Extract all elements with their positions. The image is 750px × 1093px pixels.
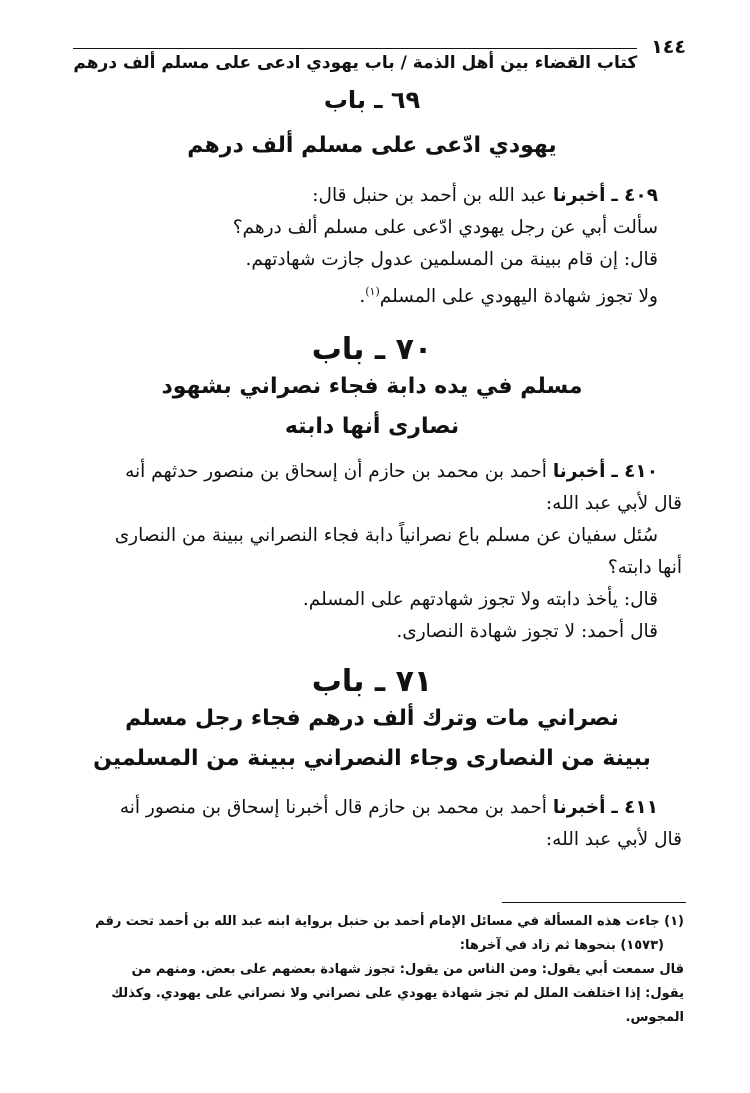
entry-number: ٤٠٩ ـ bbox=[611, 185, 658, 206]
entry-line: قال لأبي عبد الله: bbox=[545, 493, 682, 514]
footnote-line: (١٥٧٣) بنحوها ثم زاد في آخرها: bbox=[459, 938, 664, 953]
entry-line: أنها دابته؟ bbox=[607, 557, 682, 578]
chapter-number: ٧١ ـ باب bbox=[311, 664, 433, 699]
entry-line: سُئل سفيان عن مسلم باع نصرانياً دابة فجاء النصراني ببينة من النصارى bbox=[114, 525, 658, 546]
entry-text: عبد الله بن أحمد بن حنبل قال: bbox=[312, 185, 547, 206]
running-title: كتاب القضاء بين أهل الذمة / باب يهودي ادعى على مسلم ألف درهم bbox=[73, 48, 637, 73]
chapter-number: ٦٩ ـ باب bbox=[323, 86, 421, 114]
entry-line: قال أحمد: لا تجوز شهادة النصارى. bbox=[396, 621, 658, 642]
entry-line bbox=[62, 276, 682, 313]
chapter-number: ٧٠ ـ باب bbox=[311, 332, 433, 367]
chapter-title: مسلم في يده دابة فجاء نصراني بشهود bbox=[161, 374, 583, 399]
entry-411 bbox=[62, 792, 682, 856]
entry-first-line bbox=[62, 456, 682, 488]
akhbarana-label: أخبرنا bbox=[552, 461, 606, 482]
entry-text: أحمد بن محمد بن حازم أن إسحاق بن منصور حدثهم أنه bbox=[125, 461, 547, 482]
entry-first-line bbox=[62, 180, 682, 212]
entry-first-line bbox=[62, 792, 682, 824]
footnote-marker: (١) bbox=[365, 285, 380, 298]
chapter-title: نصارى أنها دابته bbox=[284, 414, 460, 439]
footnote bbox=[62, 910, 684, 1030]
footnote-line: المجوس. bbox=[625, 1010, 684, 1025]
chapter-title: يهودي ادّعى على مسلم ألف درهم bbox=[187, 133, 557, 158]
page-header bbox=[74, 34, 686, 74]
entry-line: قال: يأخذ دابته ولا تجوز شهادتهم على المسلم. bbox=[302, 589, 658, 610]
entry-line: سألت أبي عن رجل يهودي ادّعى على مسلم ألف درهم؟ bbox=[232, 217, 658, 238]
footnote-line: يقول: إذا اختلفت الملل لم تجز شهادة يهودي على نصراني ولا نصراني على يهودي. وكذلك bbox=[111, 986, 684, 1001]
footnote-rule bbox=[502, 902, 686, 903]
entry-line: قال لأبي عبد الله: bbox=[545, 829, 682, 850]
akhbarana-label: أخبرنا bbox=[552, 185, 606, 206]
entry-text: . bbox=[359, 286, 366, 308]
chapter-71-heading bbox=[62, 664, 682, 779]
footnote-line: (١) جاءت هذه المسألة في مسائل الإمام أحمد بن حنبل برواية ابنه عبد الله بن أحمد تحت رقم bbox=[95, 914, 684, 929]
akhbarana-label: أخبرنا bbox=[552, 797, 606, 818]
entry-text: ولا تجوز شهادة اليهودي على المسلم bbox=[379, 286, 658, 308]
entry-line: قال: إن قام ببينة من المسلمين عدول جازت شهادتهم. bbox=[245, 249, 658, 270]
entry-410 bbox=[62, 456, 682, 648]
entry-number: ٤١٠ ـ bbox=[611, 461, 658, 482]
entry-text: أحمد بن محمد بن حازم قال أخبرنا إسحاق بن منصور أنه bbox=[119, 797, 547, 818]
chapter-title: نصراني مات وترك ألف درهم فجاء رجل مسلم bbox=[125, 706, 619, 731]
page-number: ١٤٤ bbox=[651, 36, 686, 58]
entry-number: ٤١١ ـ bbox=[611, 797, 658, 818]
chapter-69-heading bbox=[62, 86, 682, 166]
entry-409 bbox=[62, 180, 682, 313]
chapter-70-heading bbox=[62, 332, 682, 447]
chapter-title: ببينة من النصارى وجاء النصراني ببينة من المسلمين bbox=[93, 746, 651, 771]
footnote-line: قال سمعت أبي يقول: ومن الناس من يقول: تجوز شهادة بعضهم على بعض. ومنهم من bbox=[131, 962, 684, 977]
